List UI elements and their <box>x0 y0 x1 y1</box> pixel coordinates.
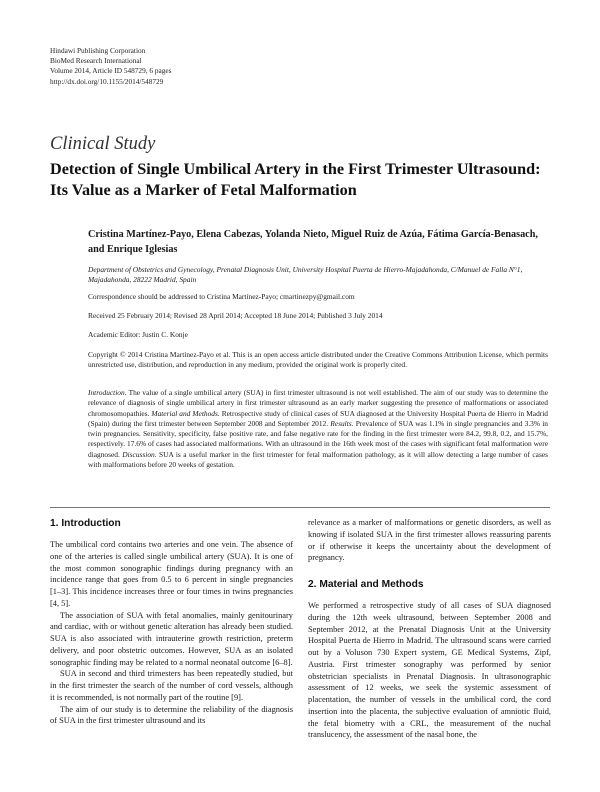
right-column <box>308 517 551 741</box>
introduction-heading: 1. Introduction <box>50 518 121 529</box>
introduction-paragraph-continued: relevance as a marker of malformations or genetic disorders, as well as knowing if isolated SUA in the first trimester allows reassuring parents or if otherwise it keeps the uncertainty about the development of pregnancy. <box>308 518 551 563</box>
abstract-results-label: Results. <box>330 418 354 428</box>
publisher-name: Hindawi Publishing Corporation <box>50 46 146 55</box>
volume-info: Volume 2014, Article ID 548729, 6 pages <box>50 66 172 76</box>
introduction-paragraph: SUA in second and third trimesters has been repeatedly studied, but in the first trimester the search of the number of cord vessels, although it is recommended, is not normally part of the routine [9]. <box>50 669 293 702</box>
introduction-paragraph: The aim of our study is to determine the reliability of the diagnosis of SUA in the first trimester ultrasound and its <box>50 704 293 726</box>
correspondence: Correspondence should be addressed to Cristina Martínez-Payo; cmartinezpy@gmail.com <box>88 292 355 301</box>
author-list: Cristina Martínez-Payo, Elena Cabezas, Yolanda Nieto, Miguel Ruiz de Azúa, Fátima García-Benasach, and Enrique Iglesias <box>88 229 538 255</box>
abstract-discussion-text: SUA is a useful marker in the first trimester for fetal malformation pathology, as it will allow detecting a large number of cases with malformations before 20 weeks of gestation. <box>88 449 548 470</box>
section-divider <box>50 507 550 508</box>
introduction-paragraph: The association of SUA with fetal anomalies, mainly genitourinary and cardiac, with or without genetic alteration has already been studied. SUA is also associated with intrauterine growth restriction, preterm delivery, and poor obstetric outcomes. However, SUA as an isolated sonographic finding may be related to a normal neonatal outcome [6–8]. <box>50 610 293 667</box>
affiliation: Department of Obstetrics and Gynecology, Prenatal Diagnosis Unit, University Hospital Puerta de Hierro-Majadahonda, C/Manuel de Falla N°1, Majadahonda, 28222 Madrid, Spain <box>88 265 523 285</box>
journal-masthead <box>50 46 171 87</box>
copyright-notice: Copyright © 2014 Cristina Martínez-Payo et al. This is an open access article distributed under the Creative Commons Attribution License, which permits unrestricted use, distribution, and reproduction in any medium, provided the original work is properly cited. <box>88 350 548 370</box>
abstract-methods-label: Material and Methods. <box>151 408 220 418</box>
abstract-results-text: Prevalence of SUA was 1.1% in single pregnancies and 3.3% in twin pregnancies. Sensitivity, specificity, false positive rate, and false negative rate for the finding in the first trimester were 84.2, 99.8, 0.2, and 15.7%, respectively. 17.6% of cases had associated malformations. With an ultrasound in the 16th week most of the cases with significant fetal malformation were diagnosed. <box>88 418 548 459</box>
journal-name: BioMed Research International <box>50 56 142 66</box>
methods-paragraph: We performed a retrospective study of all cases of SUA diagnosed during the 12th week ultrasound, between September 2008 and September 2012, at the Prenatal Diagnosis Unit at the University Hospital Puerta de Hierro in Madrid. The ultrasound scans were carried out by a Voluson 730 Expert system, GE Medical Systems, Zipf, Austria. First trimester sonography was performed by senior obstetrician specialists in Prenatal Diagnosis. In ultrasonographic assessment of 12 weeks, we seek the systemic assessment of placentation, the number of vessels in the umbilical cord, the cord insertion into the placenta, the subjective evaluation of amniotic fluid, the fetal biometry with a CRL, the measurement of the nuchal translucency, the assessment of the nasal bone, the <box>308 601 551 740</box>
column-continuation-spacer <box>308 564 551 578</box>
abstract-methods-text: Retrospective study of clinical cases of SUA diagnosed at the University Hospital Puerta de Hierro in Madrid (Spain) during the first trimester between September 2008 and September 2012. <box>88 408 548 428</box>
academic-editor: Academic Editor: Justin C. Konje <box>88 330 188 339</box>
methods-heading: 2. Material and Methods <box>308 579 424 590</box>
abstract-intro-label: Introduction. <box>88 388 127 397</box>
doi-link[interactable]: http://dx.doi.org/10.1155/2014/548729 <box>50 76 164 86</box>
article-type: Clinical Study <box>50 134 156 154</box>
history-dates: Received 25 February 2014; Revised 28 April 2014; Accepted 18 June 2014; Published 3 July 2014 <box>88 311 383 320</box>
introduction-paragraph: The umbilical cord contains two arteries and one vein. The absence of one of the arteries is called single umbilical artery (SUA). It is one of the most common sonographic findings during pregnancy with an incidence range that goes from 0.5 to 6 percent in single pregnancies [1–3]. This incidence increases three or four times in twins pregnancies [4, 5]. <box>50 540 293 608</box>
abstract <box>88 388 548 470</box>
abstract-discussion-label: Discussion. <box>122 449 157 459</box>
article-title: Detection of Single Umbilical Artery in the First Trimester Ultrasound: Its Value as a Marker of Fetal Malformation <box>50 160 541 199</box>
abstract-intro-text: The value of a single umbilical artery (SUA) in first trimester ultrasound is not well established. The aim of our study was to determine the relevance of diagnosis of single umbilical artery in first trimester ultrasound as an early marker suggesting the presence of malformations or associated chromosomopathies. <box>88 388 548 418</box>
left-column <box>50 517 293 727</box>
